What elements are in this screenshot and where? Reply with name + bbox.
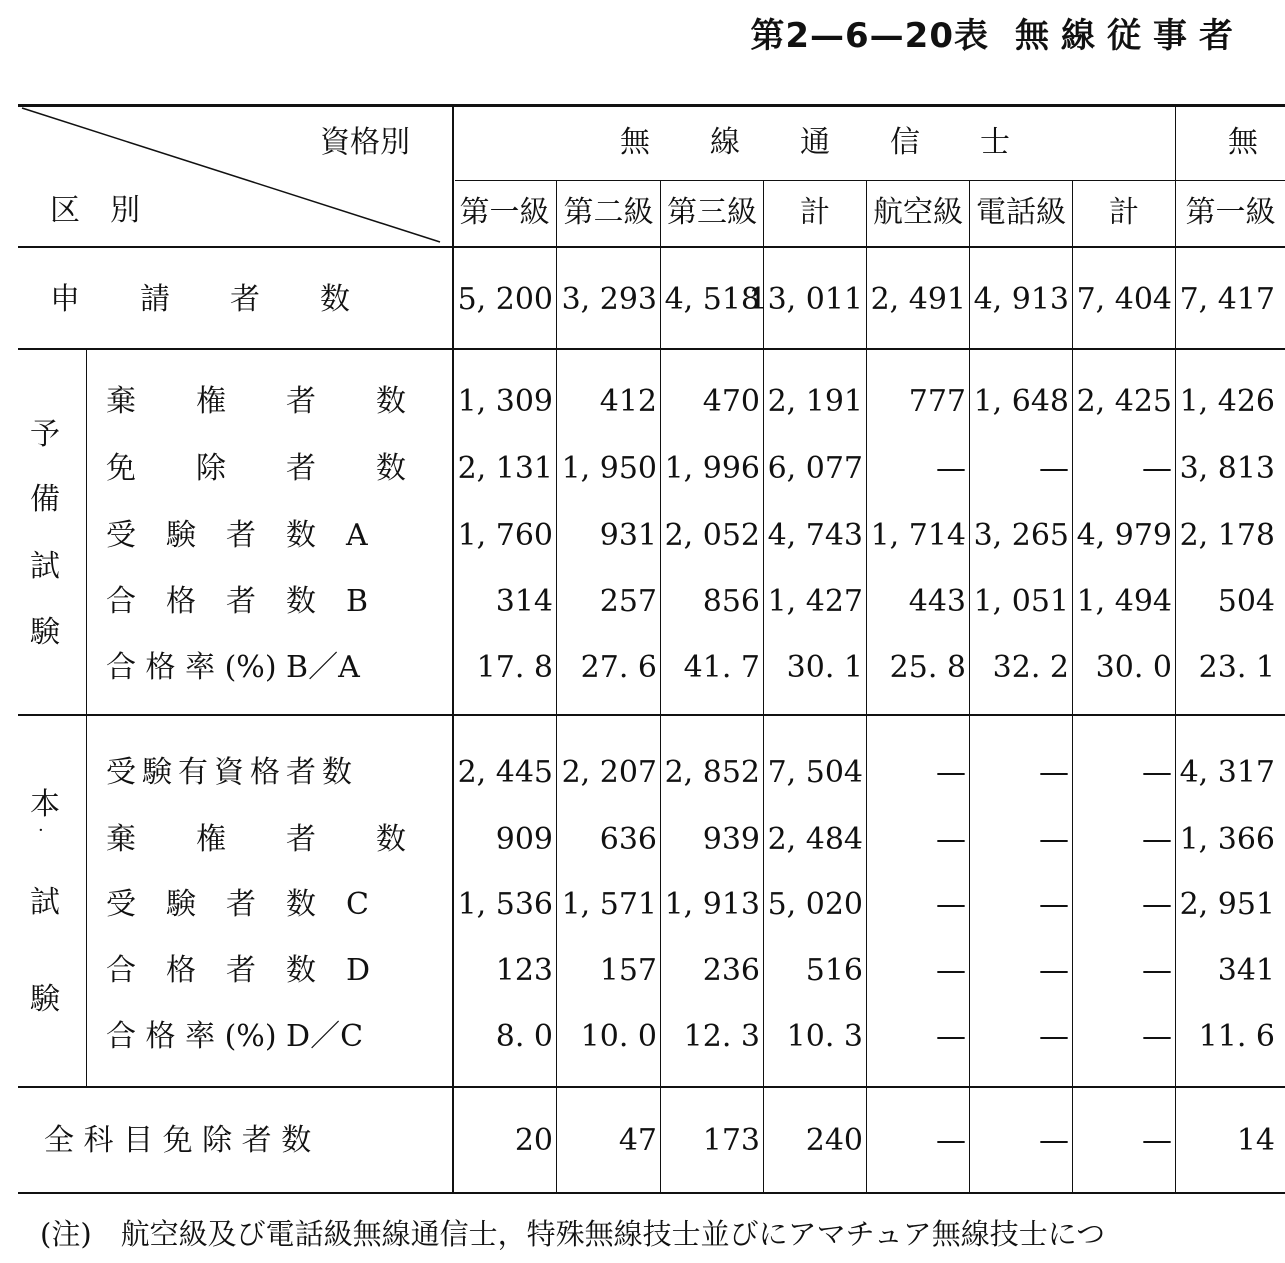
table-cell: 4, 743 xyxy=(767,518,863,553)
col-header: 第一級 xyxy=(459,195,550,230)
table-cell: 32. 2 xyxy=(992,650,1069,685)
col-header: 航空級 xyxy=(873,195,963,230)
row-label: 合 格 率 (%) D／C xyxy=(106,1019,364,1054)
table-cell: — xyxy=(1142,1019,1172,1054)
table-cell: 7, 504 xyxy=(767,755,863,790)
group-label-main-2: · xyxy=(38,820,44,841)
table-cell: 6, 077 xyxy=(767,451,863,486)
table-cell: 30. 0 xyxy=(1095,650,1172,685)
table-cell: 1, 950 xyxy=(561,451,657,486)
table-cell: 11. 6 xyxy=(1198,1019,1275,1054)
row-label: 受 験 者 数 A xyxy=(106,518,368,553)
col-divider-7 xyxy=(1175,106,1176,1192)
table-cell: 4, 913 xyxy=(973,282,1069,317)
table-cell: — xyxy=(1039,1019,1069,1054)
table-cell: — xyxy=(1039,451,1069,486)
group-label-preliminary-2: 備 xyxy=(30,482,60,517)
col-divider-5 xyxy=(969,181,970,1192)
table-cell: 7, 404 xyxy=(1076,282,1172,317)
table-cell: 27. 6 xyxy=(580,650,657,685)
row-label: 合 格 率 (%) B／A xyxy=(106,650,360,685)
table-cell: 2, 491 xyxy=(870,282,966,317)
row-label: 棄 権 者 数 xyxy=(106,822,406,857)
table-cell: 1, 913 xyxy=(664,887,760,922)
col-divider-3 xyxy=(763,181,764,1192)
table-cell: — xyxy=(1142,953,1172,988)
table-cell: — xyxy=(1039,1123,1069,1158)
table-cell: 1, 760 xyxy=(457,518,553,553)
col-header: 計 xyxy=(1109,195,1139,230)
col-header: 電話級 xyxy=(976,195,1066,230)
table-cell: 236 xyxy=(702,953,760,988)
table-cell: 504 xyxy=(1217,584,1275,619)
table-cell: 25. 8 xyxy=(889,650,966,685)
table-cell: 2, 052 xyxy=(664,518,760,553)
table-cell: 856 xyxy=(702,584,760,619)
table-cell: 2, 445 xyxy=(457,755,553,790)
table-cell: — xyxy=(1142,1123,1172,1158)
table-cell: 173 xyxy=(702,1123,760,1158)
table-subject: 無線従事者 xyxy=(1015,16,1245,56)
table-cell: 636 xyxy=(599,822,657,857)
table-cell: — xyxy=(1039,953,1069,988)
table-cell: 5, 020 xyxy=(767,887,863,922)
table-cell: 412 xyxy=(599,384,657,419)
table-cell: 41. 7 xyxy=(683,650,760,685)
corner-category-label: 区 別 xyxy=(50,193,140,228)
table-cell: 2, 207 xyxy=(561,755,657,790)
rule-after-applicants xyxy=(18,348,1285,350)
footnote: (注) 航空級及び電話級無線通信士，特殊無線技士並びにアマチュア無線技士につ xyxy=(40,1217,1106,1251)
table-cell: 3, 265 xyxy=(973,518,1069,553)
table-cell: 1, 366 xyxy=(1179,822,1275,857)
group-label-preliminary-1: 予 xyxy=(30,417,60,452)
table-cell: 1, 427 xyxy=(767,584,863,619)
table-cell: 4, 317 xyxy=(1179,755,1275,790)
rule-bottom xyxy=(18,1192,1285,1194)
group-label-main-3: 試 xyxy=(30,885,60,920)
row-label-exempt-all: 全 科 目 免 除 者 数 xyxy=(44,1123,312,1158)
table-cell: 470 xyxy=(702,384,760,419)
table-cell: 23. 1 xyxy=(1198,650,1275,685)
table-cell: — xyxy=(1142,755,1172,790)
table-cell: 939 xyxy=(702,822,760,857)
col-divider-2 xyxy=(660,181,661,1192)
table-cell: 8. 0 xyxy=(495,1019,553,1054)
corner-qualification-label: 資格別 xyxy=(320,125,410,160)
table-cell: — xyxy=(1142,887,1172,922)
group-label-main-4: 験 xyxy=(30,982,60,1017)
table-cell: 516 xyxy=(805,953,863,988)
table-cell: 4, 518 xyxy=(664,282,760,317)
table-cell: 4, 979 xyxy=(1076,518,1172,553)
table-cell: 2, 951 xyxy=(1179,887,1275,922)
table-cell: 257 xyxy=(599,584,657,619)
rule-after-main xyxy=(18,1086,1285,1088)
row-label-applicants: 申 請 者 数 xyxy=(50,282,350,317)
table-cell: 2, 484 xyxy=(767,822,863,857)
row-label: 合 格 者 数 B xyxy=(106,584,369,619)
table-cell: 47 xyxy=(618,1123,657,1158)
group-header-radio-operator: 無 線 通 信 士 xyxy=(620,125,1010,160)
col-header: 第二級 xyxy=(563,195,654,230)
rule-after-preliminary xyxy=(18,714,1285,716)
row-label: 棄 権 者 数 xyxy=(106,384,406,419)
table-cell: 1, 571 xyxy=(561,887,657,922)
table-cell: 3, 293 xyxy=(561,282,657,317)
col-header: 第三級 xyxy=(667,195,757,230)
table-cell: 30. 1 xyxy=(786,650,863,685)
table-cell: 931 xyxy=(599,518,657,553)
table-cell: 2, 425 xyxy=(1076,384,1172,419)
table-cell: 17. 8 xyxy=(476,650,553,685)
table-cell: — xyxy=(936,822,966,857)
table-cell: 2, 191 xyxy=(767,384,863,419)
col-divider-1 xyxy=(556,181,557,1192)
table-cell: 1, 309 xyxy=(457,384,553,419)
table-cell: — xyxy=(1039,755,1069,790)
table-cell: — xyxy=(936,1019,966,1054)
table-cell: — xyxy=(1039,822,1069,857)
table-cell: — xyxy=(1039,887,1069,922)
row-label: 受 験 者 数 C xyxy=(106,887,369,922)
group-label-preliminary-4: 験 xyxy=(30,615,60,650)
table-cell: — xyxy=(936,755,966,790)
table-cell: 123 xyxy=(495,953,553,988)
table-cell: 443 xyxy=(908,584,966,619)
table-cell: — xyxy=(936,887,966,922)
table-cell: 1, 996 xyxy=(664,451,760,486)
table-cell: 2, 131 xyxy=(457,451,553,486)
table-cell: 12. 3 xyxy=(683,1019,760,1054)
row-label: 受験有資格者数 xyxy=(106,755,358,790)
row-label: 合 格 者 数 D xyxy=(106,953,371,988)
col-divider-label xyxy=(452,106,454,1194)
table-cell: — xyxy=(1142,822,1172,857)
table-cell: 1, 714 xyxy=(870,518,966,553)
table-cell: — xyxy=(936,1123,966,1158)
table-cell: 777 xyxy=(908,384,966,419)
table-cell: 314 xyxy=(495,584,553,619)
group-label-divider xyxy=(86,350,87,1086)
row-label: 免 除 者 数 xyxy=(106,451,406,486)
group-label-main-1: 本 xyxy=(30,787,60,822)
table-cell: 341 xyxy=(1217,953,1275,988)
table-cell: 3, 813 xyxy=(1179,451,1275,486)
col-divider-6 xyxy=(1072,181,1073,1192)
table-cell: 1, 648 xyxy=(973,384,1069,419)
group-header-right: 無 xyxy=(1228,125,1258,160)
table-number: 第2—6—20表 xyxy=(750,16,989,56)
table-cell: 2, 852 xyxy=(664,755,760,790)
table-cell: 13, 011 xyxy=(748,282,863,317)
table-cell: 10. 3 xyxy=(786,1019,863,1054)
table-cell: 14 xyxy=(1236,1123,1275,1158)
table-cell: 1, 051 xyxy=(973,584,1069,619)
table-cell: 20 xyxy=(514,1123,553,1158)
table-cell: 5, 200 xyxy=(457,282,553,317)
col-header: 第一級 xyxy=(1185,195,1276,230)
table-cell: — xyxy=(1142,451,1172,486)
table-cell: 240 xyxy=(805,1123,863,1158)
table-cell: 1, 494 xyxy=(1076,584,1172,619)
group-label-preliminary-3: 試 xyxy=(30,549,60,584)
table-cell: 7, 417 xyxy=(1179,282,1275,317)
table-cell: 2, 178 xyxy=(1179,518,1275,553)
table-cell: — xyxy=(936,953,966,988)
table-cell: 10. 0 xyxy=(580,1019,657,1054)
col-header: 計 xyxy=(800,195,830,230)
table-cell: 1, 536 xyxy=(457,887,553,922)
col-divider-4 xyxy=(866,181,867,1192)
table-cell: 1, 426 xyxy=(1179,384,1275,419)
table-cell: 909 xyxy=(495,822,553,857)
table-cell: — xyxy=(936,451,966,486)
table-cell: 157 xyxy=(599,953,657,988)
